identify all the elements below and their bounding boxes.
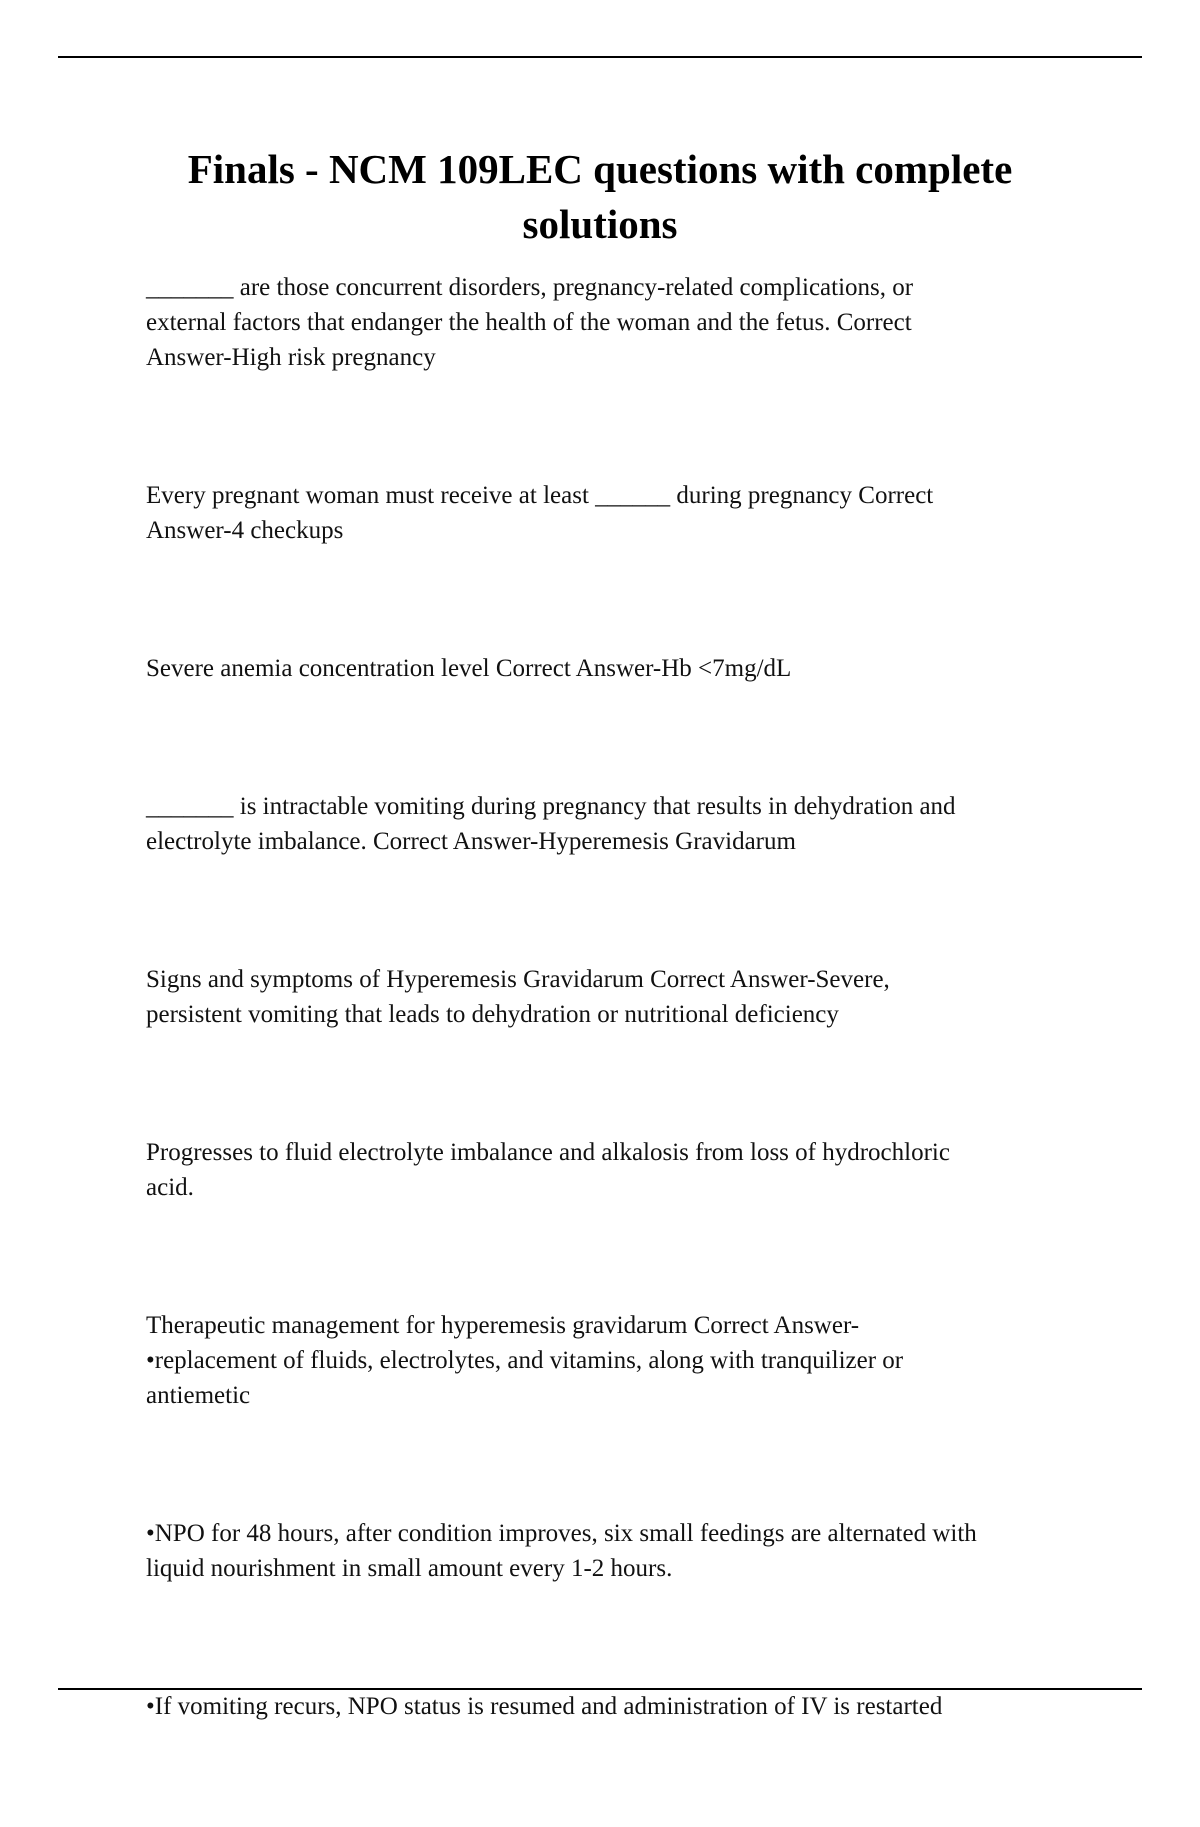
title-line: Finals - NCM 109LEC questions with complete <box>187 146 1013 192</box>
question-entry <box>146 789 1096 859</box>
question-entry <box>146 1516 1096 1586</box>
entry-text-line: •replacement of fluids, electrolytes, and vitamins, along with tranquilizer or <box>146 1347 904 1374</box>
entry-text-line: acid. <box>146 1174 194 1201</box>
question-list <box>146 270 1096 1827</box>
entry-text-line: liquid nourishment in small amount every 1-2 hours. <box>146 1555 673 1582</box>
entry-text-line: _______ is intractable vomiting during pregnancy that results in dehydration and <box>146 793 956 820</box>
footer-rule <box>58 1688 1142 1690</box>
entry-text-line: Every pregnant woman must receive at least ______ during pregnancy Correct <box>146 482 934 509</box>
document-title <box>120 142 1080 252</box>
entry-text-line: Answer-4 checkups <box>146 517 344 544</box>
entry-text-line: Severe anemia concentration level Correct Answer-Hb <7mg/dL <box>146 655 792 682</box>
entry-text-line: •If vomiting recurs, NPO status is resumed and administration of IV is restarted <box>146 1693 943 1720</box>
title-line: solutions <box>522 201 678 247</box>
entry-text-line: _______ are those concurrent disorders, pregnancy-related complications, or <box>146 274 914 301</box>
entry-text-line: persistent vomiting that leads to dehydration or nutritional deficiency <box>146 1001 839 1028</box>
question-entry <box>146 1689 1096 1724</box>
entry-text-line: •NPO for 48 hours, after condition improves, six small feedings are alternated with <box>146 1520 977 1547</box>
entry-text-line: antiemetic <box>146 1382 251 1409</box>
entry-text-line: electrolyte imbalance. Correct Answer-Hyperemesis Gravidarum <box>146 828 796 855</box>
question-entry <box>146 962 1096 1032</box>
question-entry <box>146 1135 1096 1205</box>
question-entry <box>146 478 1096 548</box>
header-rule <box>58 56 1142 58</box>
entry-text-line: Progresses to fluid electrolyte imbalance and alkalosis from loss of hydrochloric <box>146 1139 950 1166</box>
entry-text-line: Answer-High risk pregnancy <box>146 344 436 371</box>
entry-text-line: external factors that endanger the health of the woman and the fetus. Correct <box>146 309 912 336</box>
entry-text-line: Therapeutic management for hyperemesis gravidarum Correct Answer- <box>146 1312 860 1339</box>
question-entry <box>146 1308 1096 1413</box>
question-entry <box>146 270 1096 375</box>
question-entry <box>146 651 1096 686</box>
entry-text-line: Signs and symptoms of Hyperemesis Gravidarum Correct Answer-Severe, <box>146 966 890 993</box>
